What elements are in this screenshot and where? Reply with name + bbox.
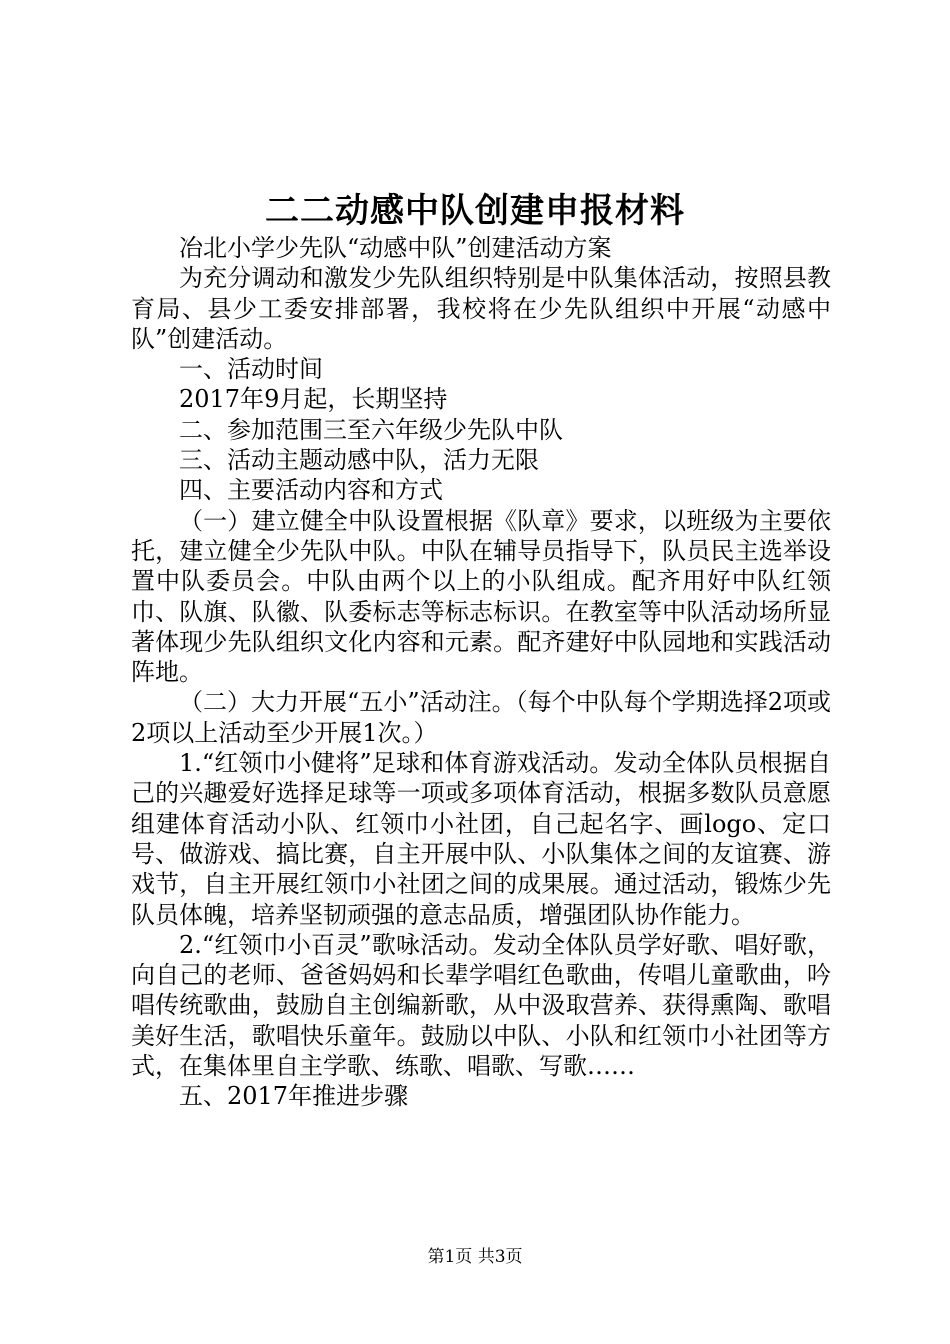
paragraph-plan-heading: 冶北小学少先队“动感中队”创建活动方案 <box>179 234 612 262</box>
section-heading-steps: 五、2017年推进步骤 <box>179 1082 409 1111</box>
paragraph-item-1: 1.“红领巾小健将”足球和体育游戏活动。发动全体队员根据自己的兴趣爱好选择足球等一项或多项体育活动，根据多数队员意愿组建体育活动小队、红领巾小社团，自己起名字、画logo、定口号、做游戏、搞比赛，自主开展中队、小队集体之间的友谊赛、游戏节，自主开展红领巾小社团之间的成果展。通过活动，锻炼少先队员体魄，培养坚韧顽强的意志品质，增强团队协作能力。 <box>131 749 831 929</box>
paragraph-item-2: 2.“红领巾小百灵”歌咏活动。发动全体队员学好歌、唱好歌，向自己的老师、爸爸妈妈和长辈学唱红色歌曲，传唱儿童歌曲，吟唱传统歌曲，鼓励自主创编新歌，从中汲取营养、获得熏陶、歌唱美好生活，歌唱快乐童年。鼓励以中队、小队和红领巾小社团等方式，在集体里自主学歌、练歌、唱歌、写歌…… <box>131 930 831 1081</box>
paragraph-time: 2017年9月起，长期坚持 <box>179 385 448 414</box>
document-body <box>131 233 831 1112</box>
paragraph-intro: 为充分调动和激发少先队组织特别是中队集体活动，按照县教育局、县少工委安排部署，我校将在少先队组织中开展“动感中队”创建活动。 <box>131 264 831 353</box>
section-heading-scope: 二、参加范围三至六年级少先队中队 <box>179 415 563 444</box>
section-heading-theme: 三、活动主题动感中队，活力无限 <box>179 446 539 475</box>
section-heading-content: 四、主要活动内容和方式 <box>179 476 443 505</box>
section-heading-time: 一、活动时间 <box>179 355 323 384</box>
document-title: 二二动感中队创建申报材料 <box>265 191 685 231</box>
paragraph-subsection-2: （二）大力开展“五小”活动注。（每个中队每个学期选择2项或2项以上活动至少开展1次。） <box>131 688 831 747</box>
page-footer: 第1页 共3页 <box>427 1247 523 1267</box>
paragraph-subsection-1: （一）建立健全中队设置根据《队章》要求，以班级为主要依托，建立健全少先队中队。中队在辅导员指导下，队员民主选举设置中队委员会。中队由两个以上的小队组成。配齐用好中队红领巾、队旗、队徽、队委标志等标志标识。在教室等中队活动场所显著体现少先队组织文化内容和元素。配齐建好中队园地和实践活动阵地。 <box>131 506 831 687</box>
